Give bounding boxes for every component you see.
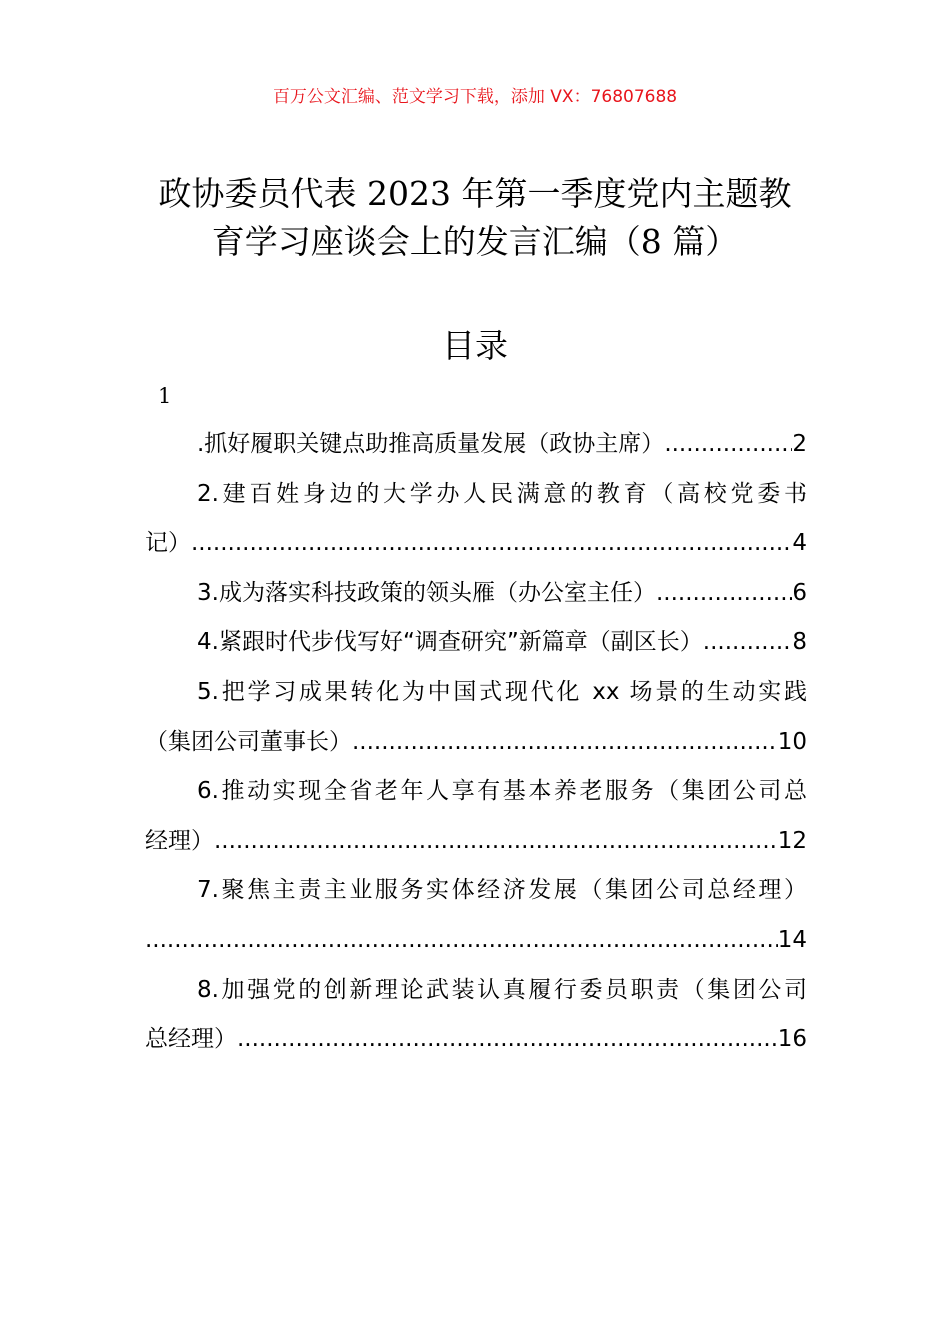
toc-page-number: 10 [777,728,807,755]
toc-entry-title: 3.成为落实科技政策的领头雁（办公室主任） [197,579,656,606]
toc-entry-title: 2.建百姓身边的大学办人民满意的教育（高校党委书 [197,480,807,507]
toc-entry-title-continued: 总经理） [145,1026,237,1053]
toc-leader-dots [352,718,778,768]
toc-page-number: 8 [792,629,807,656]
toc-page-number: 14 [777,926,807,953]
toc-leader-dots [214,817,778,867]
toc-entry-title-continued: 记） [145,530,191,557]
table-of-contents [145,420,807,1065]
document-title [145,170,805,266]
document-title-line-2: 育学习座谈会上的发言汇编（8 篇） [211,222,739,261]
document-title-line-1: 政协委员代表 2023 年第一季度党内主题教 [158,174,792,213]
toc-leader-dots [145,916,778,966]
header-banner: 百万公文汇编、范文学习下载，添加 VX：76807688 [272,87,678,107]
toc-entry-title: 7.聚焦主责主业服务实体经济发展（集团公司总经理） [197,877,807,904]
toc-heading: 目录 [442,326,508,365]
toc-leader-dots [703,618,793,668]
toc-entry-5[interactable] [145,668,807,767]
toc-entry-6[interactable] [145,767,807,866]
toc-entry-title: 5.把学习成果转化为中国式现代化 xx 场景的生动实践 [197,678,807,705]
toc-entry-title-continued: （集团公司董事长） [145,728,352,755]
toc-page-number: 16 [777,1026,807,1053]
toc-leader-dots [191,519,792,569]
toc-entry-title-continued: 经理） [145,827,214,854]
toc-entry-7[interactable] [145,866,807,965]
toc-leader-dots [656,569,792,619]
toc-entry-4[interactable] [145,618,807,668]
toc-page-number: 6 [792,579,807,606]
toc-entry-3[interactable] [145,569,807,619]
toc-entry-8[interactable] [145,966,807,1065]
toc-entry-title: .抓好履职关键点助推高质量发展（政协主席） [197,431,665,457]
toc-page-number: 2 [792,431,807,457]
stray-list-number: 1 [158,384,172,408]
toc-page-number: 12 [777,827,807,854]
toc-leader-dots [664,420,792,470]
toc-entry-1[interactable] [145,420,807,470]
toc-entry-2[interactable] [145,470,807,569]
toc-entry-title: 4.紧跟时代步伐写好“调查研究”新篇章（副区长） [197,629,703,656]
toc-page-number: 4 [792,530,807,557]
toc-entry-title: 6.推动实现全省老年人享有基本养老服务（集团公司总 [197,778,807,805]
toc-entry-title: 8.加强党的创新理论武装认真履行委员职责（集团公司 [197,976,807,1003]
toc-leader-dots [237,1015,778,1065]
